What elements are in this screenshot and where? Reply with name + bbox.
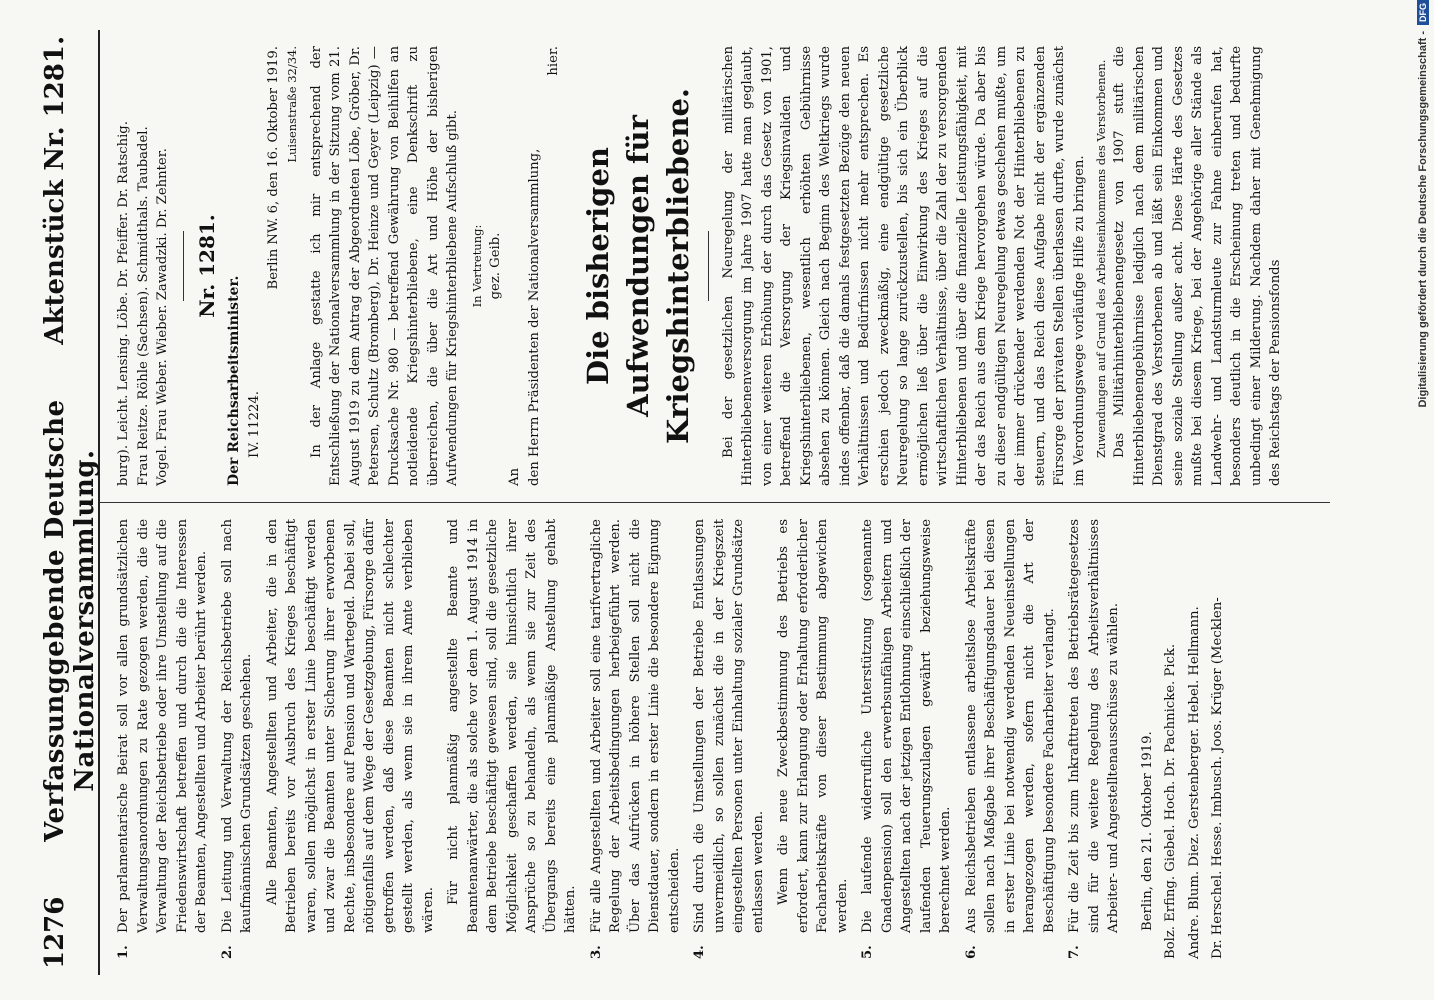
item-number: 2.	[219, 945, 235, 959]
item-text: Für alle Angestellten und Arbeiter soll eine tarifvertragliche Regelung der Arbeitsbedingungen herbeigeführt werden. Über das Aufrücken in höhere Stellen soll nicht die Dienstdauer, sondern in erster Linie die besondere Eignung entscheiden.	[588, 519, 682, 933]
right-column	[100, 30, 1330, 503]
list-item	[444, 519, 581, 959]
reference-number: IV. 11224.	[246, 391, 262, 458]
item-number: 3.	[588, 945, 604, 959]
list-item	[263, 519, 439, 959]
item-text: Für nicht planmäßig angestellte Beamte und Beamtenanwärter, die als solche vor dem 1. August 1914 in dem Betriebe beschäftigt gewesen sind, soll die gesetzliche Möglichkeit geschaffen werden, sie hinsichtlich ihrer Ansprüche so zu behandeln, als wenn sie zur Zeit des Übergangs bereits eine planmäßige Anstellung gehabt hätten.	[446, 519, 578, 933]
signatories-cont-2: Frau Reitze. Röhle (Sachsen). Schmidthals. Taubadel.	[135, 126, 151, 486]
item-number: 5.	[860, 945, 875, 959]
document-number: Aktenstück Nr. 1281.	[40, 36, 70, 345]
addressee-an: An	[507, 467, 522, 486]
item-text: Sind durch die Umstellungen der Betriebe Entlassungen unvermeidlich, so sollen zunächst die in der Kriegszeit eingestellten Personen unter Einhaltung sozialer Grundsätze entlassen werden.	[692, 519, 766, 933]
item-text: Aus Reichsbetrieben entlassene arbeitslose Arbeitskräfte sollen nach Maßgabe ihrer Beschäftigungsdauer bei diesen in erster Linie bei notwendig werdenden Neueinstellungen herangezogen werden, sofern nicht die Art der Beschäftigung besondere Facharbeiter verlangt.	[963, 519, 1057, 933]
item-text: Die Leitung und Verwaltung der Reichsbetriebe soll nach kaufmännischen Grundsätzen geschehen.	[219, 519, 254, 933]
dfg-logo: DFG	[1417, 0, 1429, 25]
list-item	[218, 519, 257, 959]
signatories-line-1: Bolz. Erfing. Giebel. Hoch. Dr. Pachnicke. Pick.	[1163, 643, 1178, 959]
divider	[183, 231, 184, 301]
paragraph-1: Bei der gesetzlichen Neuregelung der militärischen Hinterbliebenenversorgung im Jahre 1907 hatte man geglaubt, von einer weiteren Erhöhung der durch das Gesetz von 1901, betreffend die Versorgung der Kriegsinvaliden und Kriegshinterbliebenen, wesentlich erhöhten Gebührnisse absehen zu können. Gleich nach Beginn des Weltkriegs wurde indes offenbar, daß die damals festgesetzten Bezüge den neuen Verhältnissen und Bedürfnissen nicht mehr entsprechen. Es erschien jedoch zweckmäßig, eine endgültige gesetzliche Neuregelung so lange zurückzustellen, bis sich ein Überblick ermöglichen ließ über die Einwirkung des Krieges auf die wirtschaftlichen Verhältnisse, über die Zahl der zu versorgenden Hinterbliebenen und über die finanzielle Leistungsfähigkeit, mit der das Reich aus dem Kriege hervorgehen würde. Da aber bis zu dieser endgültigen Neuregelung etwas geschehen mußte, um der immer drückender werdenden Not der Hinterbliebenen zu steuern, und das Reich diese Aufgabe nicht der ergänzenden Fürsorge der privaten Stellen überlassen durfte, wurde zunächst im Verordnungswege vorläufige Hilfe zu bringen.	[720, 46, 1087, 486]
paragraph-2: Das Militärhinterbliebenengesetz von 1907 stuft die Hinterbliebenengebührnisse lediglich nach dem militärischen Dienstgrad des Verstorbenen ab und läßt sein Einkommen und seine soziale Stellung außer acht. Diese Härte des Gesetzes mußte bei diesem Kriege, bei der Angehörige aller Stände als Landwehr- und Landsturmleute zur Fahne einberufen hat, besonders deutlich in die Erscheinung treten und bedurfte unbedingt einer Milderung. Nachdem daher mit Genehmigung des Reichstags der Pensionsfonds	[1112, 46, 1283, 486]
ministry-name: Der Reichsarbeitsminister.	[226, 275, 242, 486]
addressee-hier: hier.	[546, 46, 561, 76]
signatories-line-3: Dr. Herschel. Hesse. Imbusch. Joos. Krüger (Mecklen-	[1210, 597, 1225, 959]
addressee: den Herrn Präsidenten der Nationalversammlung,	[526, 148, 542, 486]
signatories-cont-1: burg). Leicht. Lensing. Löbe. Dr. Pfeiffer. Dr. Ratschig.	[116, 121, 131, 486]
list-item	[114, 519, 212, 959]
digitization-stamp	[1414, 0, 1432, 990]
list-item	[774, 519, 852, 959]
list-item	[858, 519, 956, 959]
list-item	[690, 519, 768, 959]
left-column	[100, 503, 1330, 975]
rotated-sheet	[40, 30, 1330, 975]
title-rule	[708, 231, 709, 301]
signatories-cont-3: Vogel. Frau Weber. Wieber. Zawadzki. Dr. Zehnter.	[155, 148, 170, 486]
columns	[100, 30, 1330, 975]
item-text: Für die Zeit bis zum Inkrafttreten des Betriebsrätegesetzes sind für die weitere Regelung des Arbeitsverhältnisses Arbeiter- und Angestelltenausschüsse zu wählen.	[1067, 519, 1121, 933]
stamp-text: Digitalisierung gefördert durch die Deutsche Forschungsgemeinschaft -	[1417, 31, 1429, 408]
page-title: Verfassunggebende Deutsche Nationalversammlung.	[40, 399, 100, 842]
list-item	[587, 519, 685, 959]
item-number	[444, 933, 581, 959]
page-number: 1276	[40, 896, 70, 969]
item-number: 6.	[963, 945, 979, 959]
page-header	[40, 30, 100, 975]
item-number	[774, 933, 852, 959]
item-number	[263, 933, 439, 959]
signed: gez. Geib.	[487, 232, 503, 300]
list-item	[962, 519, 1060, 959]
item-number: 1.	[116, 945, 131, 959]
letter-body: In der Anlage gestatte ich mir entsprechend der Entschließung der Nationalversammlung in der Sitzung vom 21. August 1919 zu dem Antrag der Abgeordneten Löbe, Gröber, Dr. Petersen, Schultz (Bromberg), Dr. Heinze und Geyer (Leipzig) — Drucksache Nr. 980 — betreffend Gewährung von Beihilfen an notleidende Kriegshinterbliebene, eine Denkschrift zu überreichen, die über die Art und Höhe der bisherigen Aufwendungen für Kriegshinterbliebene Aufschluß gibt.	[308, 46, 460, 486]
date-line: Berlin, den 21. Oktober 1919.	[1139, 731, 1155, 931]
item-number: 4.	[692, 945, 707, 959]
document-heading: Nr. 1281.	[194, 214, 219, 318]
place-date: Berlin NW. 6, den 16. Oktober 1919.	[266, 46, 281, 290]
vertretung: In Vertretung:	[469, 224, 484, 308]
item-text: Wenn die neue Zweckbestimmung des Betriebs es erfordert, kann zur Erlangung oder Erhaltung erforderlicher Facharbeitskräfte von dieser Bestimmung abgewichen werden.	[776, 519, 850, 933]
item-text: Alle Beamten, Angestellten und Arbeiter, die in den Betrieben bereits vor Ausbruch des Krieges beschäftigt waren, sollen möglichst in erster Linie beschäftigt werden und zwar die Beamten unter Sicherung ihrer erworbenen Rechte, insbesondere auf Pension und Wartegeld. Dabei soll, nötigenfalls auf dem Wege der Gesetzgebung, Fürsorge dafür getroffen werden, daß diese Beamten nicht schlechter gestellt werden, als wenn sie in ihrem Amte verblieben wären.	[264, 519, 436, 933]
item-number: 7.	[1067, 945, 1082, 959]
section-title: Die bisherigen Aufwendungen für Kriegshinterbliebene.	[580, 88, 695, 444]
street: Luisenstraße 32/34.	[284, 46, 299, 163]
item-text: Der parlamentarische Beirat soll vor allen grundsätzlichen Verwaltungsanordnungen zu Rate gezogen werden, die die Verwaltung der Reichsbetriebe oder ihre Umstellung auf die Friedenswirtschaft betreffen und durch die die Interessen der Beamten, Angestellten und Arbeiter berührt werden.	[116, 519, 209, 933]
item-text: Die laufende widerrufliche Unterstützung (sogenannte Gnadenpension) soll den erwerbsunfähigen Arbeitern und Angestellten nach der jetzigen Entlohnung einschließlich der laufenden Teuerungszulagen gewährt beziehungsweise berechnet werden.	[860, 519, 953, 933]
signatories-line-2: Andre. Blum. Diez. Gerstenberger. Hebel. Hellmann.	[1186, 606, 1202, 959]
footnote-heading: Zuwendungen auf Grund des Arbeitseinkommens des Verstorbenen.	[1094, 59, 1108, 458]
list-item	[1065, 519, 1124, 959]
